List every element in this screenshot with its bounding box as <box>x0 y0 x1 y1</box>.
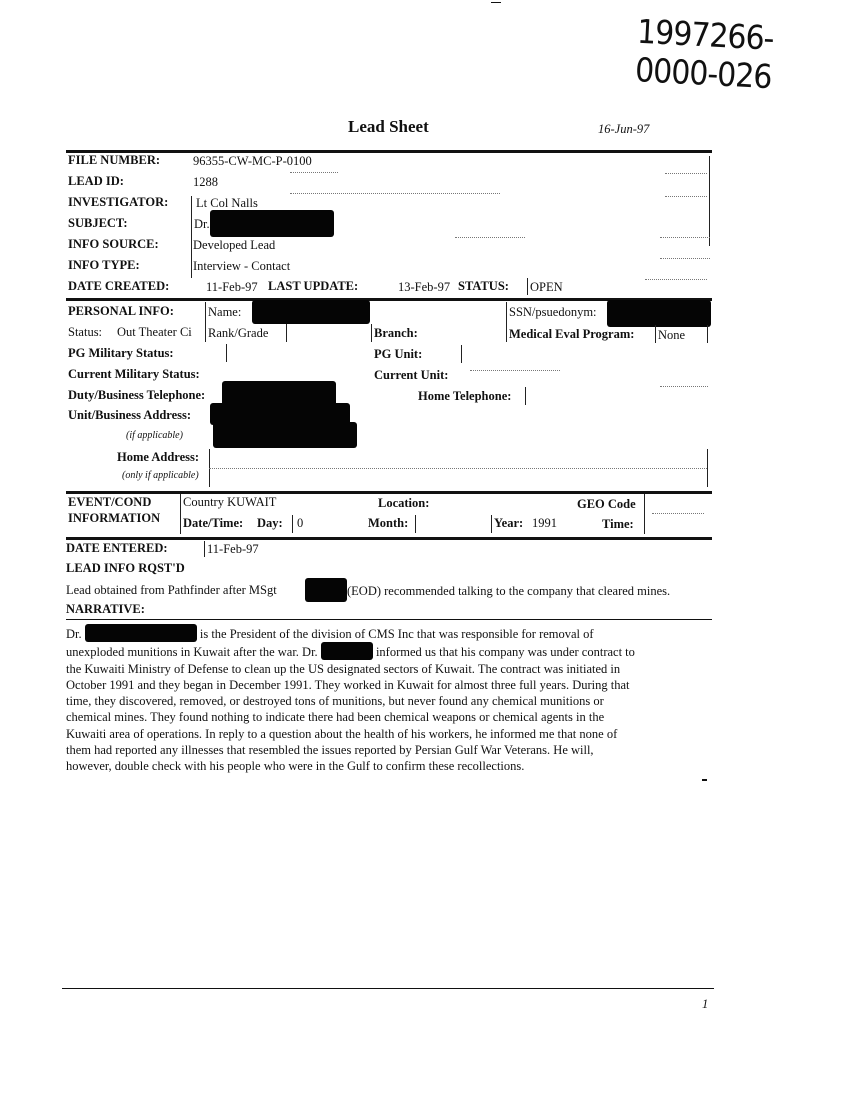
header-top-rule <box>66 150 712 153</box>
last-update-label: LAST UPDATE: <box>268 279 359 293</box>
header-dots-4 <box>665 196 707 197</box>
handwritten-doc-id: 1997266-0000-026 <box>634 12 775 97</box>
narrative-redaction-1 <box>85 624 197 642</box>
lead-info-label: LEAD INFO RQST'D <box>66 561 185 575</box>
home-address-label: Home Address: <box>117 450 200 464</box>
month-label: Month: <box>368 516 409 530</box>
pg-unit-label: PG Unit: <box>374 347 423 361</box>
home-address-right <box>707 449 708 487</box>
current-unit-label: Current Unit: <box>374 368 449 382</box>
header-dots-8 <box>645 279 707 280</box>
investigator-value: Lt Col Nalls <box>196 196 258 210</box>
home-address-dots <box>209 468 707 469</box>
personal-col-2 <box>506 302 507 342</box>
branch-col <box>371 324 372 342</box>
narrative-line-1-end: is the President of the division of CMS Inc that was responsible for removal of <box>199 627 594 641</box>
event-label-2: INFORMATION <box>68 511 161 525</box>
page-number: 1 <box>702 997 709 1011</box>
pg-military-col <box>226 344 227 362</box>
narrative-line-4: October 1991 and they began in December 1991. They worked in Kuwait for almost three full years. During that <box>66 677 630 692</box>
medical-right <box>707 325 708 343</box>
location-label: Location: <box>378 496 430 510</box>
lead-id-label: LEAD ID: <box>68 174 124 188</box>
header-right-line <box>709 156 710 246</box>
narrative-body <box>66 624 706 775</box>
name-label: Name: <box>208 305 242 319</box>
date-created-label: DATE CREATED: <box>68 279 170 293</box>
header-dots-3 <box>290 193 500 194</box>
narrative-redaction-2 <box>321 642 373 660</box>
status-row-label: Status: <box>68 325 103 339</box>
narrative-line-1-start: Dr. <box>66 627 82 641</box>
footer-rule <box>62 988 714 989</box>
lead-info-text-start: Lead obtained from Pathfinder after MSgt <box>66 583 277 597</box>
file-number-value: 96355-CW-MC-P-0100 <box>193 154 312 168</box>
narrative-line-3: the Kuwaiti Ministry of Defense to clean up the US designated sectors of Kuwait. The contract was initiated in <box>66 661 621 676</box>
current-unit-dots <box>470 370 560 371</box>
unit-address-redaction-2 <box>213 422 357 448</box>
header-dots-7 <box>660 258 710 259</box>
narrative-label: NARRATIVE: <box>66 602 145 616</box>
narrative-line-2 <box>66 642 706 660</box>
narrative-line-9: however, double check with his people who were in the Gulf to confirm these recollections. <box>66 759 525 774</box>
personal-col-1 <box>205 302 206 342</box>
file-number-label: FILE NUMBER: <box>68 153 161 167</box>
datetime-label: Date/Time: <box>183 516 244 530</box>
if-applicable-note: (if applicable) <box>126 430 183 441</box>
narrative-line-1 <box>66 624 706 642</box>
unit-address-label: Unit/Business Address: <box>68 408 192 422</box>
event-col <box>180 494 181 534</box>
event-top-rule <box>66 491 712 494</box>
pg-unit-col <box>461 345 462 363</box>
status-label: STATUS: <box>458 279 509 293</box>
country-value: Country KUWAIT <box>183 495 277 509</box>
ssn-redaction <box>607 300 711 327</box>
date-entered-col <box>204 541 205 557</box>
narrative-line-8: them had reported any illnesses that resembled the issues reported by Persian Gulf War Veterans. He will, <box>66 743 594 758</box>
status-row-value: Out Theater Ci <box>117 325 192 339</box>
narrative-top-rule <box>66 619 712 620</box>
year-col <box>491 515 492 533</box>
date-entered-value: 11-Feb-97 <box>207 542 259 556</box>
home-phone-dots <box>660 386 708 387</box>
ssn-label: SSN/psuedonym: <box>509 305 597 319</box>
month-col <box>415 515 416 533</box>
header-dots-1 <box>290 172 338 173</box>
info-source-value: Developed Lead <box>193 238 276 252</box>
event-dots <box>652 513 704 514</box>
day-label: Day: <box>257 516 283 530</box>
info-type-label: INFO TYPE: <box>68 258 140 272</box>
status-col-line <box>527 278 528 295</box>
geo-label: GEO Code <box>577 497 636 511</box>
subject-redaction <box>210 210 334 237</box>
home-phone-label: Home Telephone: <box>418 389 512 403</box>
current-military-label: Current Military Status: <box>68 367 200 381</box>
lead-id-value: 1288 <box>193 175 218 189</box>
narrative-line-7: Kuwaiti area of operations. In reply to a question about the health of his workers, he informed me that none of <box>66 726 618 741</box>
date-entered-label: DATE ENTERED: <box>66 541 168 555</box>
header-dots-5 <box>455 237 525 238</box>
header-dots-2 <box>665 173 707 174</box>
narrative-end-mark <box>702 779 707 781</box>
only-if-applicable-note: (only if applicable) <box>122 470 199 481</box>
time-label: Time: <box>602 517 634 531</box>
year-label: Year: <box>494 516 524 530</box>
page-title: Lead Sheet <box>348 117 429 136</box>
name-redaction <box>252 300 370 324</box>
year-value: 1991 <box>532 516 557 530</box>
medical-value: None <box>658 328 686 342</box>
branch-label: Branch: <box>374 326 418 340</box>
duty-phone-label: Duty/Business Telephone: <box>68 388 206 402</box>
header-col-line <box>191 196 192 278</box>
personal-info-label: PERSONAL INFO: <box>68 304 174 318</box>
status-value: OPEN <box>530 280 563 294</box>
event-label-1: EVENT/COND <box>68 495 152 509</box>
narrative-line-5: time, they discovered, removed, or destroyed tons of munitions, but never found any chemical munitions or <box>66 694 604 709</box>
subject-label: SUBJECT: <box>68 216 128 230</box>
entry-top-rule <box>66 537 712 540</box>
home-phone-col <box>525 387 526 405</box>
investigator-label: INVESTIGATOR: <box>68 195 169 209</box>
rank-col <box>286 324 287 342</box>
top-mark <box>491 2 501 3</box>
medical-col <box>655 325 656 343</box>
narrative-line-2-end: informed us that his company was under contract to <box>375 645 635 660</box>
geo-col <box>644 494 645 534</box>
print-date: 16-Jun-97 <box>598 122 650 136</box>
subject-value: Dr. <box>194 217 210 231</box>
rank-label: Rank/Grade <box>208 326 269 340</box>
day-col <box>292 515 293 533</box>
info-source-label: INFO SOURCE: <box>68 237 159 251</box>
day-value: 0 <box>297 516 304 530</box>
last-update-value: 13-Feb-97 <box>398 280 451 294</box>
narrative-line-6: chemical mines. They found nothing to indicate there had been chemical weapons or chemical agents in the <box>66 710 605 725</box>
info-type-value: Interview - Contact <box>193 259 291 273</box>
narrative-line-2-start: unexploded munitions in Kuwait after the war. Dr. <box>66 645 318 660</box>
medical-label: Medical Eval Program: <box>509 327 635 341</box>
header-dots-6 <box>660 237 710 238</box>
date-created-value: 11-Feb-97 <box>206 280 258 294</box>
pg-military-label: PG Military Status: <box>68 346 174 360</box>
lead-info-redaction <box>305 578 347 602</box>
lead-info-text-end: (EOD) recommended talking to the company that cleared mines. <box>347 584 671 598</box>
